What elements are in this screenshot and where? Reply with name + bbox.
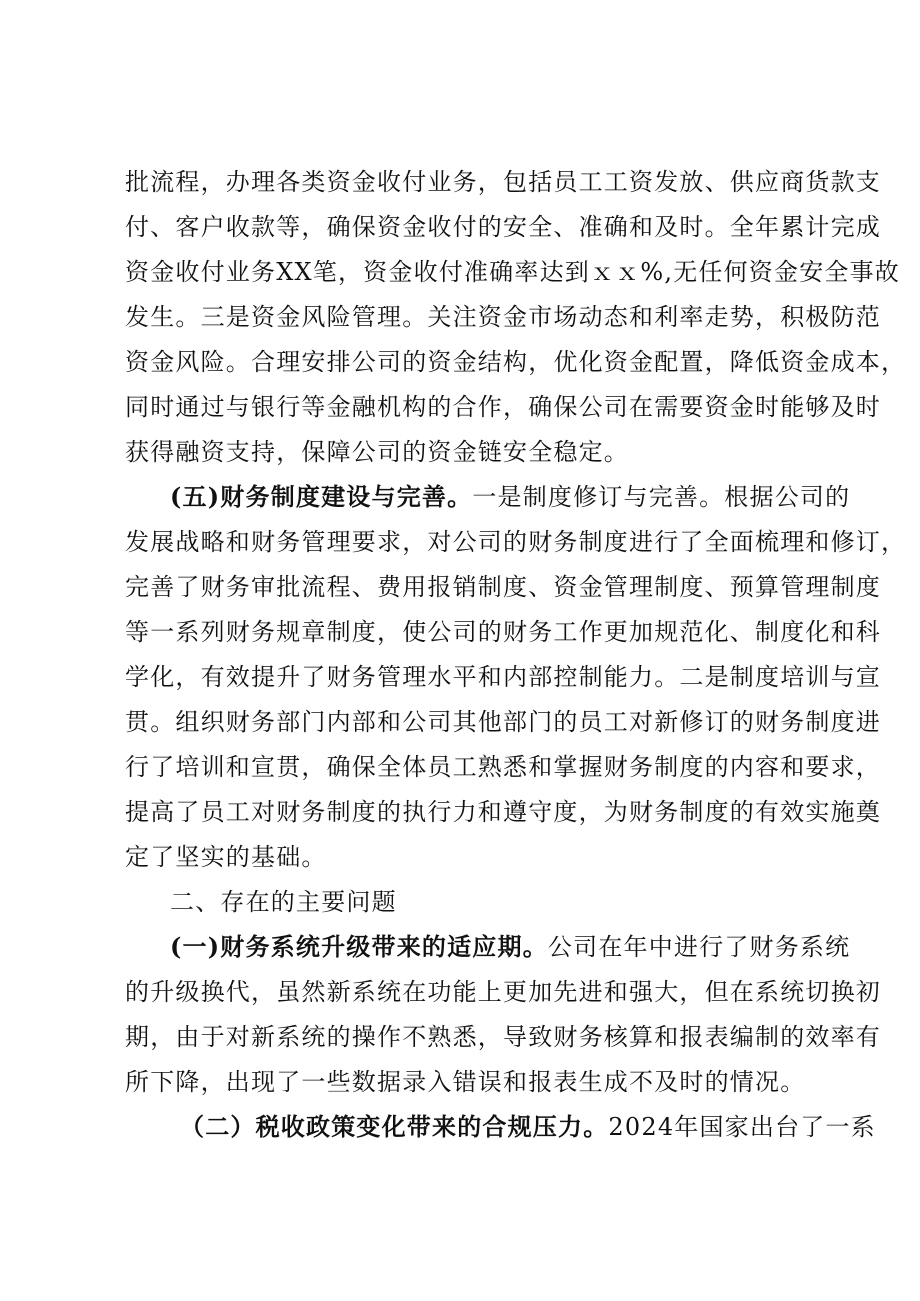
paragraph-1-line-7: 获得融资支持，保障公司的资金链安全稳定。 <box>125 438 629 466</box>
paragraph-2-first-line-text: 一是制度修订与完善。根据公司的 <box>472 483 851 511</box>
paragraph-3-first-line <box>170 929 851 965</box>
paragraph-4-first-line <box>180 1109 876 1145</box>
paragraph-2-line-3: 完善了财务审批流程、费用报销制度、资金管理制度、预算管理制度 <box>125 573 881 601</box>
paragraph-2-line-5: 学化，有效提升了财务管理水平和内部控制能力。二是制度培训与宣 <box>125 663 881 691</box>
paragraph-2-line-6: 贯。组织财务部门内部和公司其他部门的员工对新修订的财务制度进 <box>125 708 881 736</box>
section-heading: 二、存在的主要问题 <box>170 888 397 916</box>
paragraph-2-first-line <box>170 479 851 515</box>
paragraph-1-line-2: 付、客户收款等，确保资金收付的安全、准确和及时。全年累计完成 <box>125 213 881 241</box>
paragraph-3-bold-lead: (一)财务系统升级带来的适应期。 <box>170 932 548 961</box>
paragraph-1-line-3: 资金收付业务XX笔，资金收付准确率达到ｘｘ%,无任何资金安全事故 <box>125 258 901 286</box>
paragraph-1-line-6: 同时通过与银行等金融机构的合作，确保公司在需要资金时能够及时 <box>125 393 881 421</box>
paragraph-2-line-7: 行了培训和宣贯，确保全体员工熟悉和掌握财务制度的内容和要求， <box>125 753 881 781</box>
paragraph-2-line-9: 定了坚实的基础。 <box>125 843 327 871</box>
paragraph-2-line-2: 发展战略和财务管理要求，对公司的财务制度进行了全面梳理和修订， <box>125 528 907 556</box>
paragraph-3-line-2: 的升级换代，虽然新系统在功能上更加先进和强大，但在系统切换初 <box>125 978 881 1006</box>
paragraph-4-bold-lead: （二）税收政策变化带来的合规压力。 <box>180 1112 609 1141</box>
paragraph-3-line-3: 期，由于对新系统的操作不熟悉，导致财务核算和报表编制的效率有 <box>125 1023 881 1051</box>
paragraph-1-line-5: 资金风险。合理安排公司的资金结构，优化资金配置，降低资金成本， <box>125 348 907 376</box>
paragraph-4-first-line-text: 2024年国家出台了一系 <box>608 1113 876 1141</box>
paragraph-3-first-line-text: 公司在年中进行了财务系统 <box>547 933 851 961</box>
paragraph-2-bold-lead: (五)财务制度建设与完善。 <box>170 482 473 511</box>
paragraph-1-line-4: 发生。三是资金风险管理。关注资金市场动态和利率走势，积极防范 <box>125 303 881 331</box>
paragraph-2-line-4: 等一系列财务规章制度，使公司的财务工作更加规范化、制度化和科 <box>125 618 881 646</box>
paragraph-2-line-8: 提高了员工对财务制度的执行力和遵守度，为财务制度的有效实施奠 <box>125 798 881 826</box>
paragraph-1-line-1: 批流程，办理各类资金收付业务，包括员工工资发放、供应商货款支 <box>125 168 881 196</box>
paragraph-3-line-4: 所下降，出现了一些数据录入错误和报表生成不及时的情况。 <box>125 1068 806 1096</box>
